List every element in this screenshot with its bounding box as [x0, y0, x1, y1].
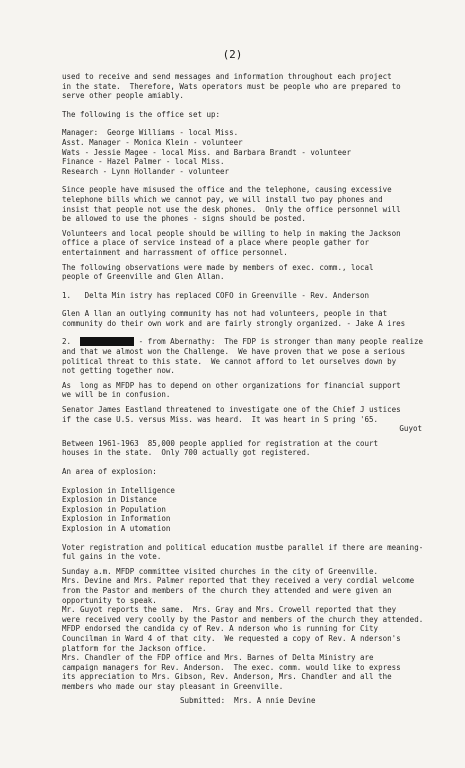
paragraph-wats-operators — [62, 72, 422, 101]
explosion-item: Explosion in Intelligence — [62, 485, 175, 495]
text-line: community do their own work and are fairly strongly organized. - Jake A ires — [62, 318, 406, 328]
paragraph-volunteers — [62, 229, 422, 258]
paragraph-registration — [62, 439, 422, 458]
text-line: campaign managers for Rev. Anderson. The exec. comm. would like to express — [62, 662, 401, 672]
text-line: people of Greenville and Glen Allan. — [62, 272, 225, 282]
text-line: MFDP endorsed the candida cy of Rev. A nderson who is running for City — [62, 624, 379, 634]
text-line: Senator James Eastland threatened to investigate one of the Chief J ustices — [62, 405, 401, 415]
text-line: we will be in confusion. — [62, 390, 171, 400]
text-line: office a place of service instead of a place where people gather for — [62, 238, 370, 248]
text-line: entertainment and harrassment of office personnel. — [62, 247, 288, 257]
staff-entry: Asst. Manager - Monica Klein - volunteer — [62, 137, 243, 147]
office-setup-heading: The following is the office set up: — [62, 109, 221, 119]
text-line: opportunity to speak. — [62, 595, 157, 605]
text-line: telephone bills which we cannot pay, we will install two pay phones and — [62, 194, 383, 204]
paragraph-voter-registration — [62, 543, 422, 562]
text-line: members who made our stay pleasant in Greenville. — [62, 681, 284, 691]
submitted-by: Submitted: Mrs. A nnie Devine — [180, 696, 316, 706]
explosion-item: Explosion in Population — [62, 504, 166, 514]
staff-entry: Manager: George Williams - local Miss. — [62, 128, 239, 138]
observation-item-1: 1. Delta Min istry has replaced COFO in Greenville - Rev. Anderson — [62, 290, 370, 300]
attribution: Guyot — [399, 424, 422, 434]
paragraph-observations-intro — [62, 263, 422, 282]
staff-entry: Finance - Hazel Palmer - local Miss. — [62, 157, 225, 167]
text-line: platform for the Jackson office. — [62, 643, 207, 653]
item-text: - from Abernathy: The FDP is stronger than many people realize — [134, 337, 424, 347]
staff-list — [62, 128, 422, 176]
page-number: (2) — [222, 48, 243, 61]
explosion-list — [62, 486, 422, 534]
text-line: Mr. Guyot reports the same. Mrs. Gray and Mrs. Crowell reported that they — [62, 605, 397, 615]
text-line: political threat to this state. We cannot afford to let ourselves down by — [62, 356, 397, 366]
text-line: houses in the state. Only 700 actually got registered. — [62, 448, 311, 458]
text-line: The following observations were made by members of exec. comm., local — [62, 262, 374, 272]
text-line: Sunday a.m. MFDP committee visited churches in the city of Greenville. — [62, 566, 379, 576]
paragraph-glen-allan — [62, 309, 422, 328]
text-line: Mrs. Chandler of the FDP office and Mrs. Barnes of Delta Ministry are — [62, 653, 374, 663]
redaction-bar — [80, 337, 134, 346]
item-number: 2. — [62, 337, 81, 347]
text-line: Between 1961-1963 85,000 people applied for registration at the court — [62, 438, 379, 448]
text-line: were received very coolly by the Pastor and members of the church they attended. — [62, 614, 424, 624]
explosion-item: Explosion in Distance — [62, 495, 157, 505]
text-line: not getting together now. — [62, 366, 175, 376]
text-line: Voter registration and political education mustbe parallel if there are meaning- — [62, 542, 424, 552]
observation-item-2 — [62, 337, 422, 375]
text-line: Since people have misused the office and the telephone, causing excessive — [62, 185, 392, 195]
paragraph-sunday-visits — [62, 567, 422, 692]
text-line: serve other people amiably. — [62, 91, 184, 101]
text-line: used to receive and send messages and information throughout each project — [62, 72, 392, 81]
text-line — [62, 337, 422, 347]
paragraph-eastland — [62, 405, 422, 434]
staff-entry: Research - Lynn Hollander - volunteer — [62, 166, 230, 176]
text-line: ful gains in the vote. — [62, 552, 162, 562]
text-line: from the Pastor and members of the church they attended and were given an — [62, 585, 392, 595]
text-line: Councilman in Ward 4 of that city. We requested a copy of Rev. A nderson's — [62, 633, 401, 643]
text-line: if the case U.S. versus Miss. was heard. It was heart in S pring '65. — [62, 414, 379, 424]
explosion-item: Explosion in A utomation — [62, 523, 171, 533]
text-line: Volunteers and local people should be willing to help in making the Jackson — [62, 228, 401, 238]
text-line: and that we almost won the Challenge. We have proven that we pose a serious — [62, 347, 406, 357]
paragraph-mfdp-support — [62, 381, 422, 400]
explosion-item: Explosion in Information — [62, 514, 171, 524]
text-line: be allowed to use the phones - signs should be posted. — [62, 214, 306, 224]
paragraph-phones — [62, 185, 422, 223]
text-line: insist that people not use the desk phones. Only the office personnel will — [62, 204, 401, 214]
staff-entry: Wats - Jessie Magee - local Miss. and Barbara Brandt - volunteer — [62, 147, 351, 157]
document-body — [62, 72, 422, 706]
text-line: As long as MFDP has to depend on other organizations for financial support — [62, 380, 401, 390]
text-line: in the state. Therefore, Wats operators must be people who are prepared to — [62, 81, 401, 91]
text-line: Glen A llan an outlying community has not had volunteers, people in that — [62, 309, 388, 319]
explosion-heading: An area of explosion: — [62, 467, 157, 476]
text-line: its appreciation to Mrs. Gibson, Rev. Anderson, Mrs. Chandler and all the — [62, 672, 392, 682]
text-line: Mrs. Devine and Mrs. Palmer reported that they received a very cordial welcome — [62, 576, 415, 586]
